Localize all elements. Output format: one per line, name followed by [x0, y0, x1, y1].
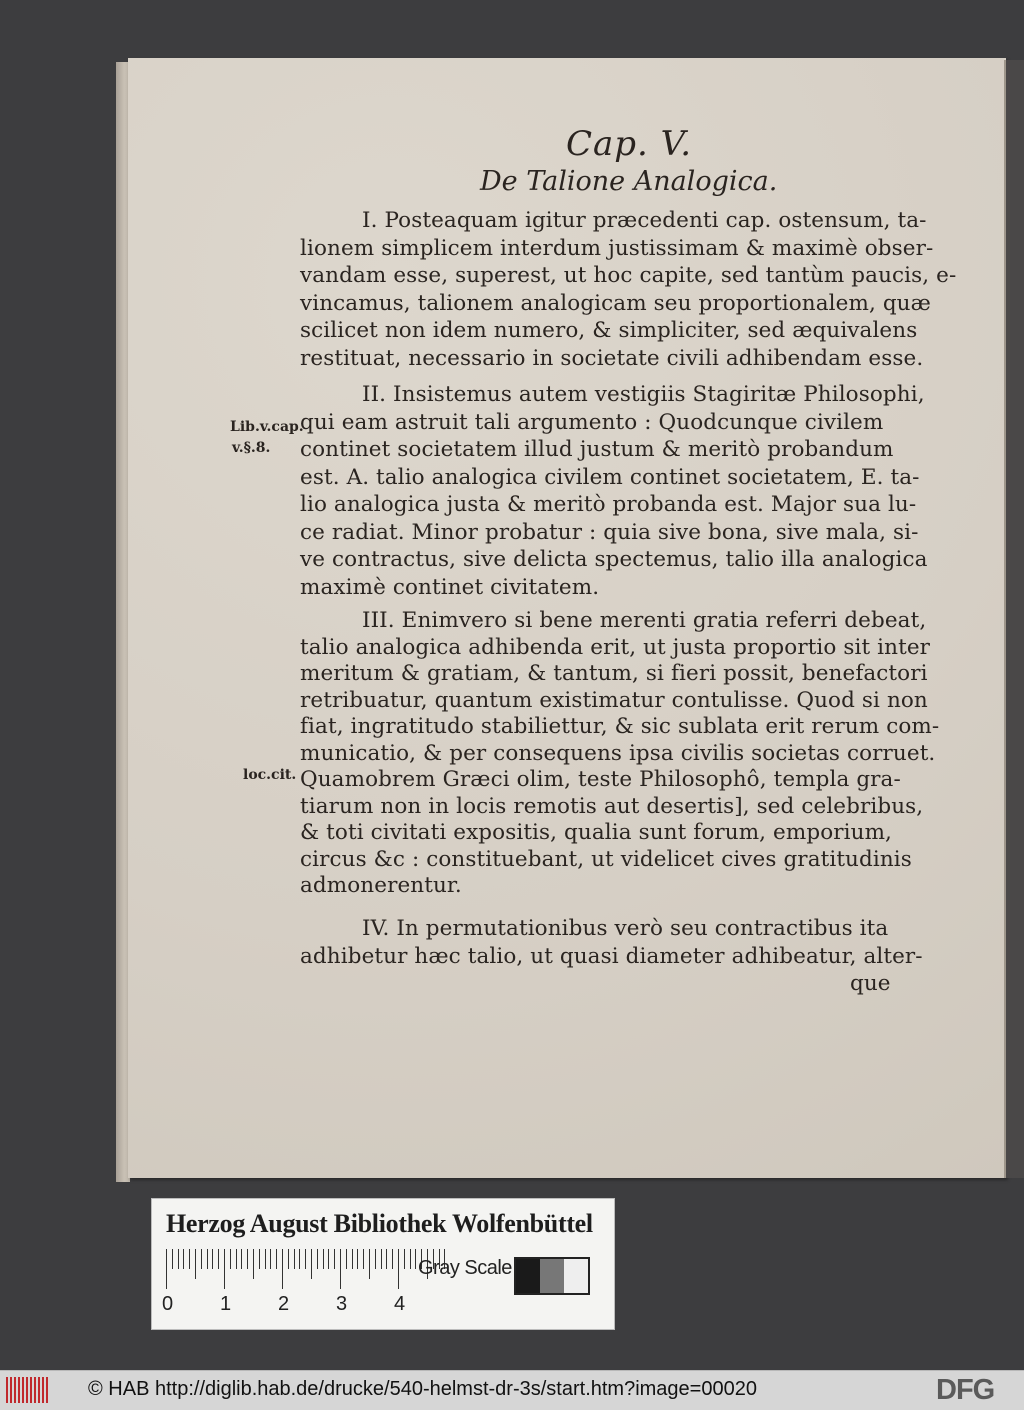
text-line: municatio, & per consequens ipsa civilis societas corruet.	[300, 740, 936, 766]
text-line: tiarum non in locis remotis aut desertis], sed celebribus,	[300, 793, 924, 819]
ruler-tick	[201, 1249, 202, 1269]
text-line: vandam esse, superest, ut hoc capite, sed tantùm paucis, e-	[300, 263, 957, 288]
ruler-tick	[346, 1249, 347, 1269]
ruler-tick	[276, 1249, 277, 1269]
gray-patch-mid	[540, 1259, 564, 1293]
gray-scale-patches	[514, 1257, 590, 1295]
ruler-number-3: 3	[336, 1293, 348, 1315]
text-line: maximè continet civitatem.	[300, 574, 600, 600]
text-line: est. A. talio analogica civilem continet societatem, E. ta-	[300, 464, 920, 490]
ruler-tick	[323, 1249, 324, 1269]
text-line: circus &c : constituebant, ut videlicet cives gratitudinis	[300, 846, 912, 872]
library-name: Herzog August Bibliothek Wolfenbüttel	[166, 1209, 593, 1238]
ruler-tick	[253, 1249, 254, 1279]
ruler-tick	[230, 1249, 231, 1269]
text-line: scilicet non idem numero, & simpliciter, sed æquivalens	[300, 318, 918, 343]
ruler-tick	[305, 1249, 306, 1269]
ruler-tick	[386, 1249, 387, 1269]
gray-patch-black	[516, 1259, 540, 1293]
text-line: continet societatem illud justum & meritò probandum	[300, 437, 894, 462]
ruler-tick	[166, 1249, 167, 1289]
ruler-tick	[299, 1249, 300, 1269]
ruler-number-1: 1	[220, 1293, 232, 1315]
margin-note-loc-cit: loc.cit.	[243, 767, 297, 783]
ruler-tick	[404, 1249, 405, 1269]
ruler-tick	[381, 1249, 382, 1269]
chapter-title: De Talione Analogica.	[480, 166, 778, 197]
text-line: ve contractus, sive delicta spectemus, talio illa analogica	[300, 547, 928, 572]
ruler-tick	[334, 1249, 335, 1269]
ruler-tick	[172, 1249, 173, 1269]
footer-bar	[0, 1370, 1024, 1410]
text-line: ce radiat. Minor probatur : quia sive bona, sive mala, si-	[300, 519, 919, 545]
text-line: qui eam astruit tali argumento : Quodcunque civilem	[300, 409, 884, 435]
text-line: adhibetur hæc talio, ut quasi diameter adhibeatur, alter-	[300, 943, 923, 969]
text-line: restituat, necessario in societate civili adhibendam esse.	[300, 345, 924, 371]
text-line: admonerentur.	[300, 873, 462, 898]
text-line: lio analogica justa & meritò probanda est. Major sua lu-	[300, 492, 917, 517]
ruler-tick	[183, 1249, 184, 1269]
ruler-tick	[224, 1249, 225, 1289]
ruler-tick	[195, 1249, 196, 1279]
ruler-tick	[352, 1249, 353, 1269]
ruler-tick	[218, 1249, 219, 1269]
ruler-tick	[317, 1249, 318, 1269]
text-line: que	[850, 971, 891, 996]
text-line: talio analogica adhibenda erit, ut justa proportio sit inter	[300, 634, 931, 660]
ruler-tick	[236, 1249, 237, 1269]
text-line: vincamus, talionem analogicam seu proportionalem, quæ	[300, 290, 931, 316]
margin-note-section: v.§.8.	[232, 440, 271, 456]
gray-patch-white	[564, 1259, 588, 1293]
ruler-tick	[288, 1249, 289, 1269]
text-line: meritum & gratiam, & tantum, si fieri possit, benefactori	[300, 661, 928, 686]
ruler-tick	[340, 1249, 341, 1289]
footer-credit-link[interactable]: © HAB http://diglib.hab.de/drucke/540-helmst-dr-3s/start.htm?image=00020	[88, 1378, 757, 1400]
chapter-heading: Cap. V.	[566, 124, 693, 164]
ruler-tick	[415, 1249, 416, 1269]
ruler-tick	[410, 1249, 411, 1269]
ruler-tick	[392, 1249, 393, 1269]
text-line: Quamobrem Græci olim, teste Philosophô, templa gra-	[300, 767, 901, 792]
ruler-number-4: 4	[394, 1293, 406, 1315]
gray-scale-label: Gray Scale	[418, 1257, 512, 1279]
ruler-number-0: 0	[162, 1293, 174, 1315]
text-line: III. Enimvero si bene merenti gratia referri debeat,	[362, 608, 927, 633]
ruler-number-2: 2	[278, 1293, 290, 1315]
text-line: fiat, ingratitudo stabiliettur, & sic sublata erit rerum com-	[300, 714, 940, 739]
ruler-tick	[207, 1249, 208, 1269]
hab-logo-icon	[6, 1377, 50, 1403]
text-line: IV. In permutationibus verò seu contractibus ita	[362, 916, 889, 941]
book-spine	[1006, 60, 1024, 1178]
dfg-logo: DFG	[936, 1374, 995, 1406]
ruler-tick	[369, 1249, 370, 1279]
ruler-tick	[270, 1249, 271, 1269]
text-line: I. Posteaquam igitur præcedenti cap. ostensum, ta-	[362, 208, 927, 233]
margin-note-lib: Lib.v.cap.	[230, 419, 304, 435]
ruler-tick	[178, 1249, 179, 1269]
text-line: retribuatur, quantum existimatur contulisse. Quod si non	[300, 687, 928, 713]
text-line: lionem simplicem interdum justissimam & maximè obser-	[300, 235, 934, 261]
ruler-tick	[241, 1249, 242, 1269]
ruler-tick	[189, 1249, 190, 1269]
text-line: & toti civitati expositis, qualia sunt forum, emporium,	[300, 820, 892, 845]
color-target-card	[151, 1198, 615, 1330]
ruler-tick	[265, 1249, 266, 1269]
ruler-tick	[375, 1249, 376, 1269]
ruler-tick	[363, 1249, 364, 1269]
ruler-tick	[398, 1249, 399, 1289]
ruler-tick	[247, 1249, 248, 1269]
ruler-tick	[357, 1249, 358, 1269]
ruler-tick	[294, 1249, 295, 1269]
ruler-tick	[282, 1249, 283, 1289]
ruler-tick	[259, 1249, 260, 1269]
text-line: II. Insistemus autem vestigiis Stagiritæ Philosophi,	[362, 382, 925, 407]
ruler-tick	[328, 1249, 329, 1269]
ruler-tick	[311, 1249, 312, 1279]
ruler-tick	[212, 1249, 213, 1269]
